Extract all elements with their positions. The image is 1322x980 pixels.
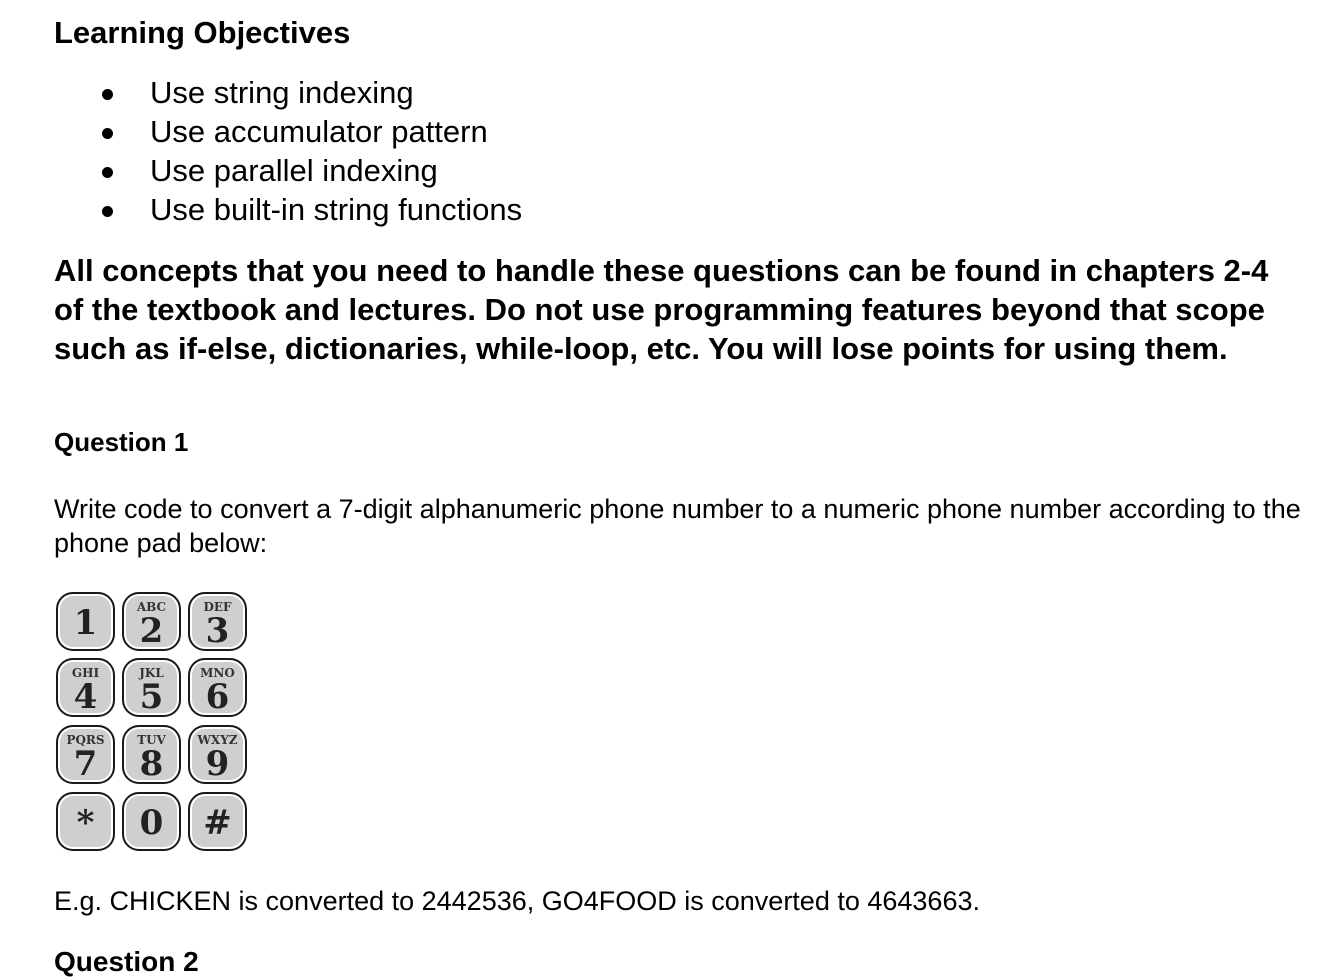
- key-letters: GHI: [71, 666, 100, 680]
- key-digit: 1: [73, 603, 98, 643]
- key-digit: *: [76, 803, 95, 843]
- key-digit: 4: [73, 677, 98, 717]
- phone-keypad: [54, 590, 252, 852]
- key-digit: 0: [139, 803, 164, 843]
- question-1-example: E.g. CHICKEN is converted to 2442536, GO4FOOD is converted to 4643663.: [54, 886, 980, 916]
- keypad-key-3: [188, 592, 247, 651]
- bullet-icon: [102, 167, 113, 178]
- keypad-key-star: [56, 792, 115, 851]
- key-letters: DEF: [203, 600, 232, 614]
- keypad-key-8: [122, 725, 181, 784]
- key-digit: 9: [205, 744, 230, 784]
- keypad-key-1: [56, 592, 115, 651]
- question-2-heading: Question 2: [54, 946, 199, 977]
- key-letters: JKL: [139, 666, 164, 680]
- list-item: [54, 151, 522, 190]
- bullet-icon: [102, 128, 113, 139]
- list-item: [54, 112, 522, 151]
- keypad-key-7: [56, 725, 115, 784]
- key-letters: WXYZ: [197, 733, 238, 747]
- key-digit: 2: [139, 611, 164, 651]
- objective-text: Use string indexing: [150, 75, 414, 110]
- keypad-key-9: [188, 725, 247, 784]
- key-digit: 8: [139, 744, 164, 784]
- question-1-text: Write code to convert a 7-digit alphanumeric phone number to a numeric phone number according to the phone pad below:: [54, 494, 1301, 558]
- bullet-icon: [102, 89, 113, 100]
- key-letters: MNO: [200, 666, 235, 680]
- list-item: [54, 190, 522, 229]
- key-digit: 5: [139, 677, 164, 717]
- keypad-key-hash: [188, 792, 247, 851]
- key-letters: ABC: [136, 600, 167, 614]
- keypad-key-6: [188, 658, 247, 717]
- keypad-key-4: [56, 658, 115, 717]
- keypad-key-0: [122, 792, 181, 851]
- key-letters: TUV: [137, 733, 166, 747]
- list-item: [54, 73, 522, 112]
- objective-text: Use built-in string functions: [150, 192, 523, 227]
- bullet-icon: [102, 206, 113, 217]
- objective-text: Use accumulator pattern: [150, 114, 488, 149]
- scope-warning: All concepts that you need to handle these questions can be found in chapters 2-4 of the textbook and lectures. Do not use programming features beyond that scope such as if-else, dictionaries, while-loop, etc. You will lose points for using them.: [54, 253, 1269, 366]
- objectives-list: [54, 73, 522, 229]
- objective-text: Use parallel indexing: [150, 153, 438, 188]
- question-1-heading: Question 1: [54, 427, 189, 457]
- key-letters: PQRS: [66, 733, 105, 747]
- learning-objectives-heading: Learning Objectives: [54, 15, 351, 50]
- key-digit: 3: [205, 611, 230, 651]
- key-digit: 7: [73, 744, 98, 784]
- key-digit: #: [203, 803, 232, 843]
- key-digit: 6: [205, 677, 230, 717]
- keypad-key-2: [122, 592, 181, 651]
- keypad-key-5: [122, 658, 181, 717]
